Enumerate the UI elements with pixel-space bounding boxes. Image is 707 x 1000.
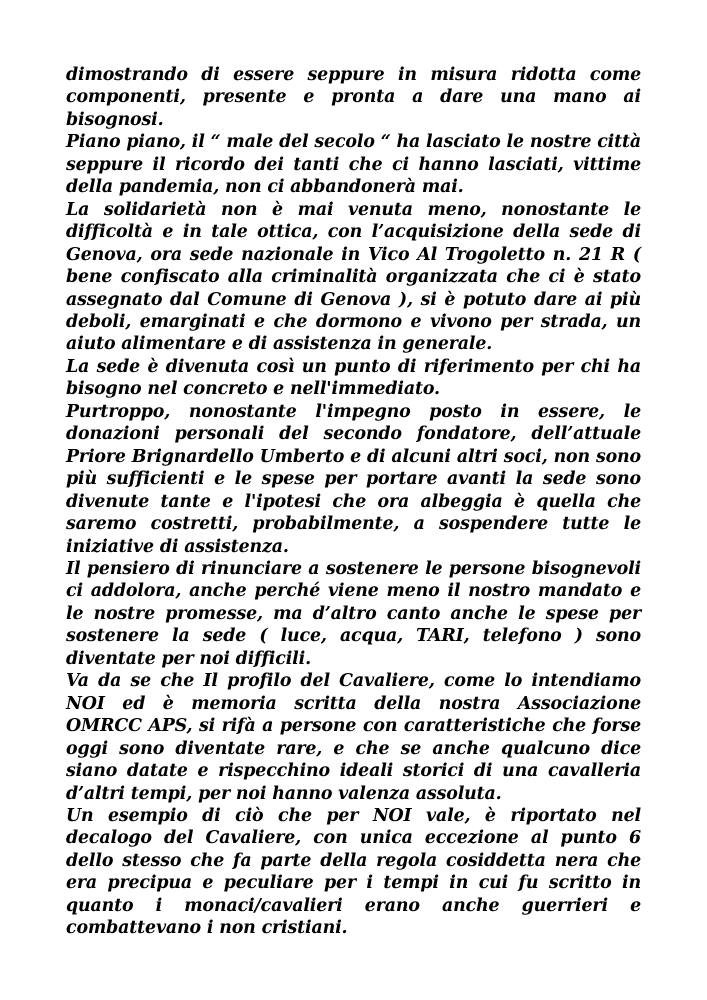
paragraph: Piano piano, il “ male del secolo “ ha lasciato le nostre città seppure il ricordo dei tanti che ci hanno lasciati, vittime della pandemia, non ci abbandonerà mai. [66,132,641,198]
paragraph: dimostrando di essere seppure in misura ridotta come componenti, presente e pronta a dare una mano ai bisognosi. [66,65,641,130]
paragraph: La solidarietà non è mai venuta meno, nonostante le difficoltà e in tale ottica, con l’acquisizione della sede di Genova, ora sede nazionale in Vico Al Trogoletto n. 21 R ( bene confiscato alla criminalità organizzata che ci è stato assegnato dal Comune di Genova ), si è potuto dare ai più deboli, emarginati e che dormono e vivono per strada, un aiuto alimentare e di assistenza in generale. [66,199,641,355]
paragraph: Va da se che Il profilo del Cavaliere, come lo intendiamo NOI ed è memoria scritta della nostra Associazione OMRCC APS, si rifà a persone con caratteristiche che forse oggi sono diventate rare, e che se anche qualcuno dice siano datate e rispecchino ideali storici di una cavalleria d’altri tempi, per noi hanno valenza assoluta. [66,671,641,804]
paragraph: Un esempio di ciò che per NOI vale, è riportato nel decalogo del Cavaliere, con unica eccezione al punto 6 dello stesso che fa parte della regola cosiddetta nera che era precipua e peculiare per i tempi in cui fu scritto in quanto i monaci/cavalieri erano anche guerrieri e combattevano i non cristiani. [66,805,641,939]
document-body [66,64,641,940]
paragraph: La sede è divenuta così un punto di riferimento per chi ha bisogno nel concreto e nell'immediato. [66,356,641,400]
paragraph: Purtroppo, nonostante l'impegno posto in essere, le donazioni personali del secondo fondatore, dell’attuale Priore Brignardello Umberto e di alcuni altri soci, non sono più sufficienti e le spese per portare avanti la sede sono divenute tante e l'ipotesi che ora albeggia è quella che saremo costretti, probabilmente, a sospendere tutte le iniziative di assistenza. [66,401,641,557]
paragraph: Il pensiero di rinunciare a sostenere le persone bisognevoli ci addolora, anche perché viene meno il nostro mandato e le nostre promesse, ma d’altro canto anche le spese per sostenere la sede ( luce, acqua, TARI, telefono ) sono diventate per noi difficili. [66,558,641,669]
